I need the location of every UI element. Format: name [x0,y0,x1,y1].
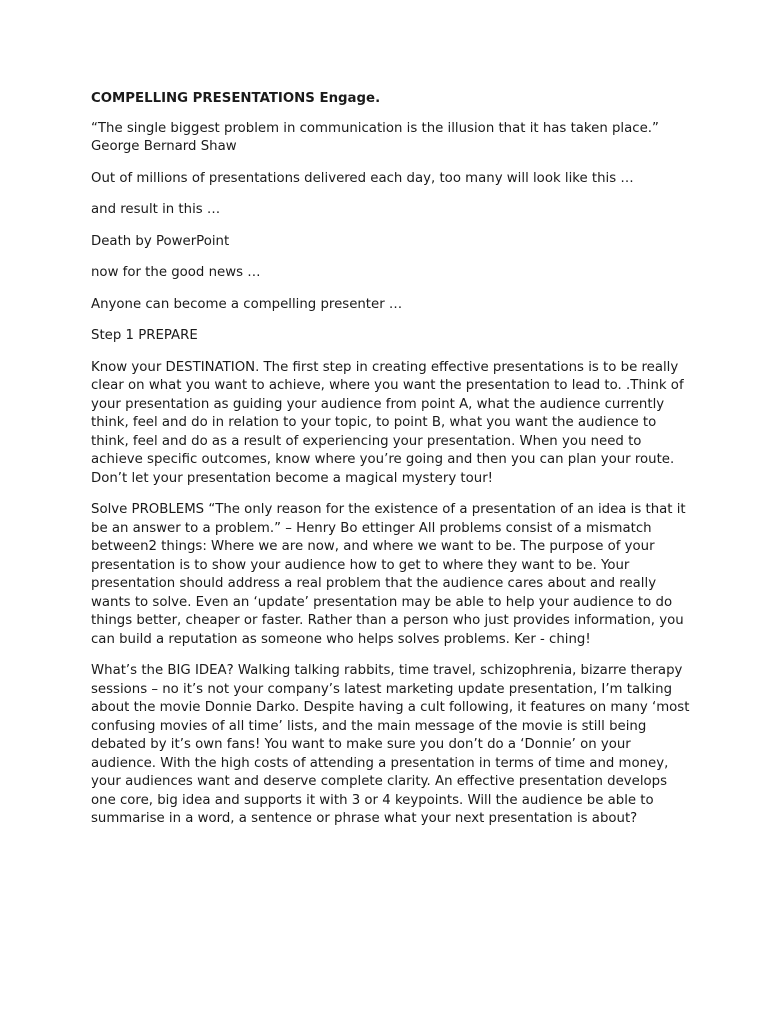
intro-paragraph: Out of millions of presentations delivered each day, too many will look like this … [91,170,634,186]
document-title: COMPELLING PRESENTATIONS Engage. [91,91,381,106]
step-heading: Step 1 PREPARE [91,328,198,343]
big-idea-paragraph: What’s the BIG IDEA? Walking talking rabbits, time travel, schizophrenia, bizarre therapy sessions – no it’s not your company’s latest marketing update presentation, I’m talking about the movie Donnie Darko. Despite having a cult following, it features on many ‘most confusing movies of all time’ lists, and the main message of the movie is still being debated by it’s own fans! You want to make sure you don’t do a ‘Donnie’ on your audience. With the high costs of attending a presentation in terms of time and money, your audiences want and deserve complete clarity. An effective presentation develops one core, big idea and supports it with 3 or 4 keypoints. Will the audience be able to summarise in a word, a sentence or phrase what your next presentation is about? [91,663,690,826]
result-paragraph: and result in this … [91,202,221,217]
death-by-powerpoint-paragraph: Death by PowerPoint [91,233,230,249]
problems-paragraph: Solve PROBLEMS “The only reason for the existence of a presentation of an idea is that it be an answer to a problem.” – Henry Bo ettinger All problems consist of a mismatch between2 things: Where we are now, and where we want to be. The purpose of your presentation is to show your audience how to get to where they want to be. Your presentation should address a real problem that the audience cares about and really wants to solve. Even an ‘update’ presentation may be able to help your audience to do things better, cheaper or faster. Rather than a person who just provides information, you can build a reputation as someone who helps solves problems. Ker - ching! [91,502,686,647]
good-news-paragraph: now for the good news … [91,265,261,280]
compelling-presenter-paragraph: Anyone can become a compelling presenter … [91,296,403,312]
quote-paragraph: “The single biggest problem in communication is the illusion that it has taken place.” George Bernard Shaw [91,120,659,154]
destination-paragraph: Know your DESTINATION. The first step in creating effective presentations is to be really clear on what you want to achieve, where you want the presentation to lead to. .Think of your presentation as guiding your audience from point A, what the audience currently think, feel and do in relation to your topic, to point B, what you want the audience to think, feel and do as a result of experiencing your presentation. When you need to achieve specific outcomes, know where you’re going and then you can plan your route. Don’t let your presentation become a magical mystery tour! [91,359,684,486]
document-page [91,90,691,842]
